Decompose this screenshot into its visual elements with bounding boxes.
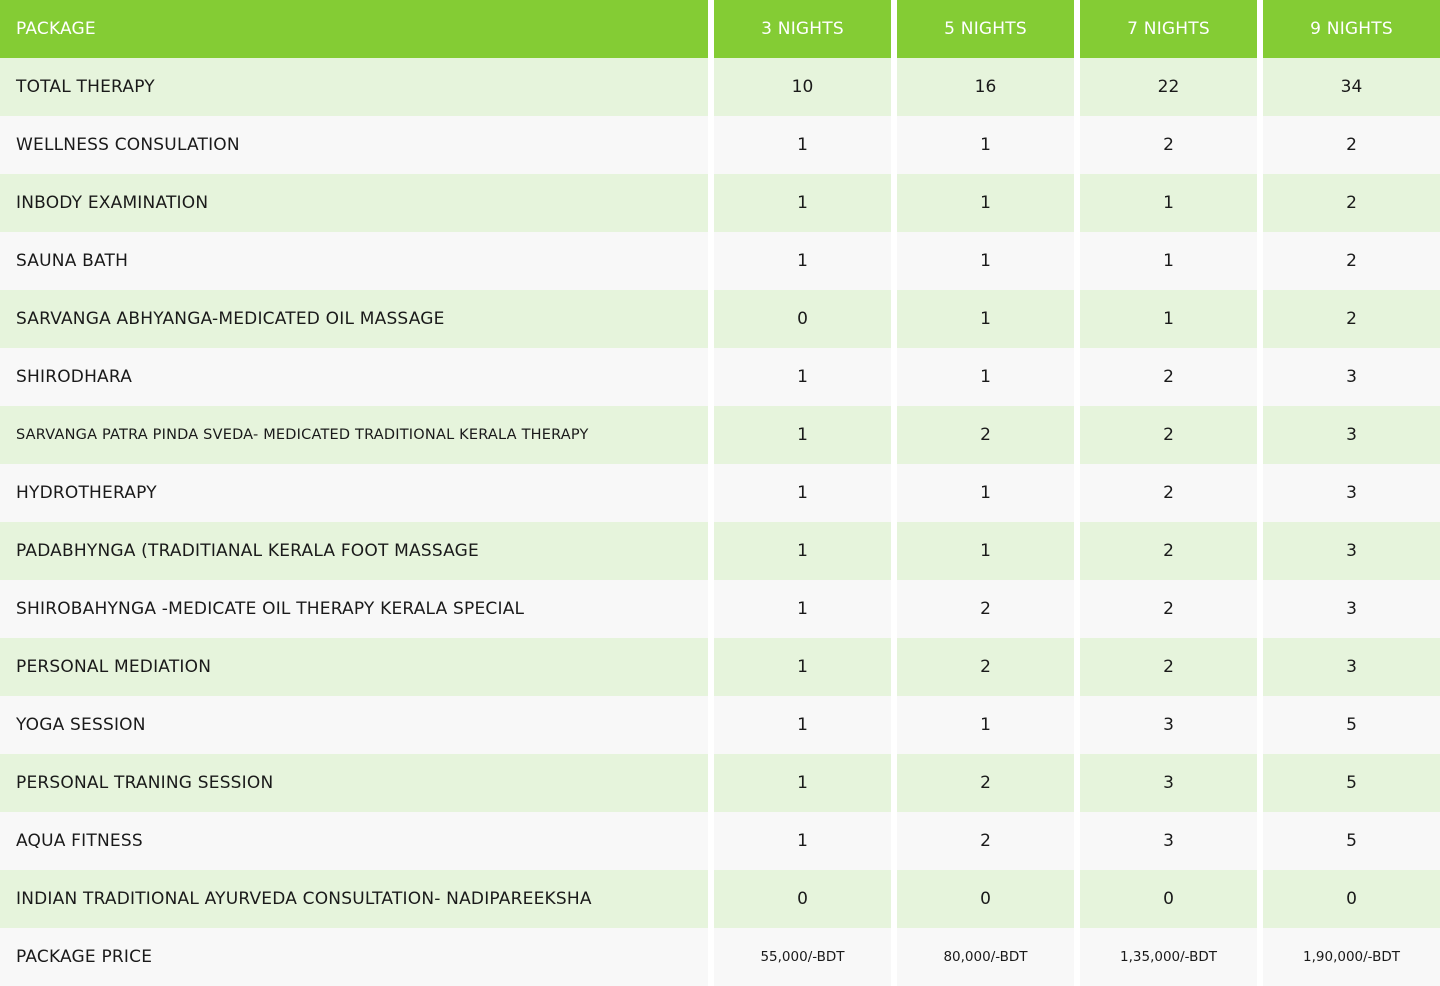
row-label: PADABHYNGA (TRADITIANAL KERALA FOOT MASSAGE <box>0 522 708 580</box>
table-row <box>0 928 1440 986</box>
row-value: 2 <box>1263 290 1440 348</box>
table-row <box>0 406 1440 464</box>
table-row <box>0 116 1440 174</box>
row-label: INDIAN TRADITIONAL AYURVEDA CONSULTATION- NADIPAREEKSHA <box>0 870 708 928</box>
table-header <box>0 0 1440 58</box>
table-body <box>0 58 1440 986</box>
row-value: 3 <box>1263 638 1440 696</box>
row-value: 1 <box>714 348 891 406</box>
header-9-nights: 9 NIGHTS <box>1263 0 1440 58</box>
row-value: 1 <box>897 116 1074 174</box>
row-label: HYDROTHERAPY <box>0 464 708 522</box>
row-value: 5 <box>1263 696 1440 754</box>
row-label: SHIROBAHYNGA -MEDICATE OIL THERAPY KERALA SPECIAL <box>0 580 708 638</box>
row-value: 5 <box>1263 754 1440 812</box>
row-value: 3 <box>1263 580 1440 638</box>
row-value: 1 <box>714 580 891 638</box>
row-value: 1 <box>897 464 1074 522</box>
header-package: PACKAGE <box>0 0 708 58</box>
row-label: AQUA FITNESS <box>0 812 708 870</box>
row-value: 2 <box>897 638 1074 696</box>
row-value: 1 <box>714 812 891 870</box>
row-value: 1 <box>714 754 891 812</box>
row-value: 10 <box>714 58 891 116</box>
row-value: 1 <box>897 696 1074 754</box>
row-value: 22 <box>1080 58 1257 116</box>
row-label: INBODY EXAMINATION <box>0 174 708 232</box>
row-value: 3 <box>1263 348 1440 406</box>
row-value: 2 <box>1080 638 1257 696</box>
row-value: 0 <box>1080 870 1257 928</box>
row-value: 55,000/-BDT <box>714 928 891 986</box>
row-value: 3 <box>1263 406 1440 464</box>
row-label: YOGA SESSION <box>0 696 708 754</box>
row-label: TOTAL THERAPY <box>0 58 708 116</box>
row-value: 1 <box>1080 174 1257 232</box>
row-label: SAUNA BATH <box>0 232 708 290</box>
row-label: SHIRODHARA <box>0 348 708 406</box>
row-value: 3 <box>1263 522 1440 580</box>
row-value: 1 <box>714 696 891 754</box>
row-value: 2 <box>1080 522 1257 580</box>
row-value: 1 <box>714 522 891 580</box>
row-value: 0 <box>714 870 891 928</box>
header-row <box>0 0 1440 58</box>
row-value: 1 <box>714 464 891 522</box>
table-row <box>0 812 1440 870</box>
table-row <box>0 580 1440 638</box>
table-row <box>0 174 1440 232</box>
row-value: 1 <box>897 290 1074 348</box>
header-5-nights: 5 NIGHTS <box>897 0 1074 58</box>
row-value: 0 <box>897 870 1074 928</box>
row-value: 2 <box>897 754 1074 812</box>
table-row <box>0 696 1440 754</box>
row-value: 80,000/-BDT <box>897 928 1074 986</box>
row-value: 2 <box>1080 348 1257 406</box>
row-value: 2 <box>1263 174 1440 232</box>
table-row <box>0 522 1440 580</box>
row-label: PERSONAL TRANING SESSION <box>0 754 708 812</box>
row-value: 3 <box>1080 696 1257 754</box>
row-value: 2 <box>1080 116 1257 174</box>
row-value: 1 <box>714 116 891 174</box>
row-value: 1 <box>714 174 891 232</box>
row-value: 1 <box>714 232 891 290</box>
table-row <box>0 348 1440 406</box>
row-value: 1 <box>897 174 1074 232</box>
row-value: 1 <box>1080 232 1257 290</box>
row-value: 2 <box>1080 406 1257 464</box>
row-value: 2 <box>1080 580 1257 638</box>
row-value: 2 <box>1080 464 1257 522</box>
table-row <box>0 754 1440 812</box>
row-value: 1,90,000/-BDT <box>1263 928 1440 986</box>
row-value: 1 <box>897 522 1074 580</box>
table-row <box>0 638 1440 696</box>
row-value: 1,35,000/-BDT <box>1080 928 1257 986</box>
table-row <box>0 58 1440 116</box>
row-value: 1 <box>714 638 891 696</box>
row-value: 3 <box>1263 464 1440 522</box>
row-label: WELLNESS CONSULATION <box>0 116 708 174</box>
table-row <box>0 870 1440 928</box>
row-value: 2 <box>897 580 1074 638</box>
row-value: 3 <box>1080 754 1257 812</box>
row-label: PERSONAL MEDIATION <box>0 638 708 696</box>
row-label: SARVANGA ABHYANGA-MEDICATED OIL MASSAGE <box>0 290 708 348</box>
row-value: 16 <box>897 58 1074 116</box>
header-3-nights: 3 NIGHTS <box>714 0 891 58</box>
row-value: 1 <box>714 406 891 464</box>
row-value: 1 <box>897 348 1074 406</box>
table-row <box>0 464 1440 522</box>
row-value: 5 <box>1263 812 1440 870</box>
row-value: 2 <box>1263 232 1440 290</box>
row-value: 2 <box>1263 116 1440 174</box>
row-label: PACKAGE PRICE <box>0 928 708 986</box>
row-value: 2 <box>897 812 1074 870</box>
row-value: 3 <box>1080 812 1257 870</box>
row-value: 2 <box>897 406 1074 464</box>
header-7-nights: 7 NIGHTS <box>1080 0 1257 58</box>
row-value: 0 <box>714 290 891 348</box>
row-value: 1 <box>1080 290 1257 348</box>
table-row <box>0 232 1440 290</box>
table-row <box>0 290 1440 348</box>
row-value: 1 <box>897 232 1074 290</box>
row-label: SARVANGA PATRA PINDA SVEDA- MEDICATED TRADITIONAL KERALA THERAPY <box>0 406 708 464</box>
row-value: 34 <box>1263 58 1440 116</box>
row-value: 0 <box>1263 870 1440 928</box>
